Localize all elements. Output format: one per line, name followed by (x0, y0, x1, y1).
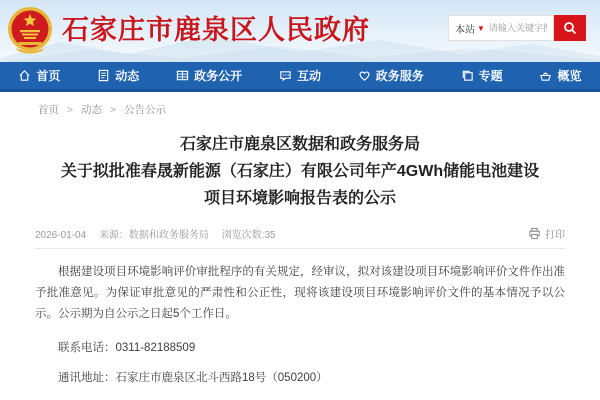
main-navigation (0, 62, 600, 92)
search-icon (563, 21, 577, 35)
nav-label: 政务公开 (194, 69, 243, 83)
article-title-line: 关于拟批准春晟新能源（石家庄）有限公司年产4GWh储能电池建设 (60, 163, 540, 180)
article (35, 131, 565, 385)
chevron-down-icon: ▼ (477, 23, 485, 33)
nav-label: 首页 (36, 69, 61, 83)
nav-item-news[interactable] (97, 67, 139, 84)
search-input[interactable] (489, 23, 547, 33)
printer-icon (528, 227, 541, 240)
copy-icon (461, 69, 474, 82)
nav-item-gov-disclosure[interactable] (176, 67, 242, 84)
view-count: 浏览次数:35 (221, 230, 276, 241)
nav-item-topics[interactable] (461, 67, 503, 84)
contact-phone: 联系电话：0311-82188509 (58, 342, 196, 354)
print-button[interactable] (528, 226, 565, 241)
breadcrumb-news[interactable]: 动态 (80, 104, 102, 116)
nav-label: 互动 (296, 69, 321, 83)
article-title-line: 项目环境影响报告表的公示 (203, 190, 396, 207)
home-icon (18, 69, 31, 82)
search-button[interactable] (554, 15, 586, 41)
article-meta-left (35, 226, 286, 241)
article-paragraph: 根据建设项目环境影响评价审批程序的有关规定，经审议，拟对该建设项目环境影响评价文件作出准予批准意见。为保证审批意见的严肃性和公正性，现将该建设项目环境影响评价文件的基本情况予以公示。公示期为自公示之日起5个工作日。 (35, 266, 565, 320)
search-bar (448, 15, 586, 41)
site-brand (6, 6, 370, 54)
basket-icon (539, 69, 552, 82)
heart-icon (358, 69, 371, 82)
breadcrumb-separator: > (109, 104, 117, 116)
search-scope-dropdown[interactable] (455, 21, 485, 36)
breadcrumb-separator: > (66, 104, 74, 116)
nav-label: 专题 (478, 69, 503, 83)
breadcrumb (0, 92, 600, 117)
news-icon (97, 69, 110, 82)
article-title-line: 石家庄市鹿泉区数据和政务服务局 (179, 136, 420, 153)
chat-icon (279, 69, 292, 82)
publish-date: 2026-01-04 (35, 230, 87, 241)
table-icon (176, 69, 189, 82)
site-title: 石家庄市鹿泉区人民政府 (62, 15, 370, 45)
nav-item-home[interactable] (18, 67, 60, 84)
breadcrumb-home[interactable]: 首页 (38, 104, 59, 116)
print-label: 打印 (545, 230, 565, 241)
article-title (35, 131, 565, 212)
search-box (448, 15, 554, 41)
national-emblem-logo (6, 6, 54, 54)
nav-label: 政务服务 (375, 69, 424, 83)
nav-label: 动态 (115, 69, 140, 83)
nav-label: 概览 (557, 69, 582, 83)
article-meta (35, 226, 565, 249)
contact-address: 通讯地址：石家庄市鹿泉区北斗西路18号（050200） (58, 372, 328, 384)
search-scope-label: 本站 (455, 24, 475, 36)
nav-item-interaction[interactable] (279, 67, 321, 84)
article-source: 来源：数据和政务服务局 (98, 230, 209, 241)
site-header (0, 0, 600, 62)
breadcrumb-current: 公告公示 (123, 104, 166, 116)
nav-item-gov-services[interactable] (358, 67, 424, 84)
nav-item-overview[interactable] (539, 67, 581, 84)
